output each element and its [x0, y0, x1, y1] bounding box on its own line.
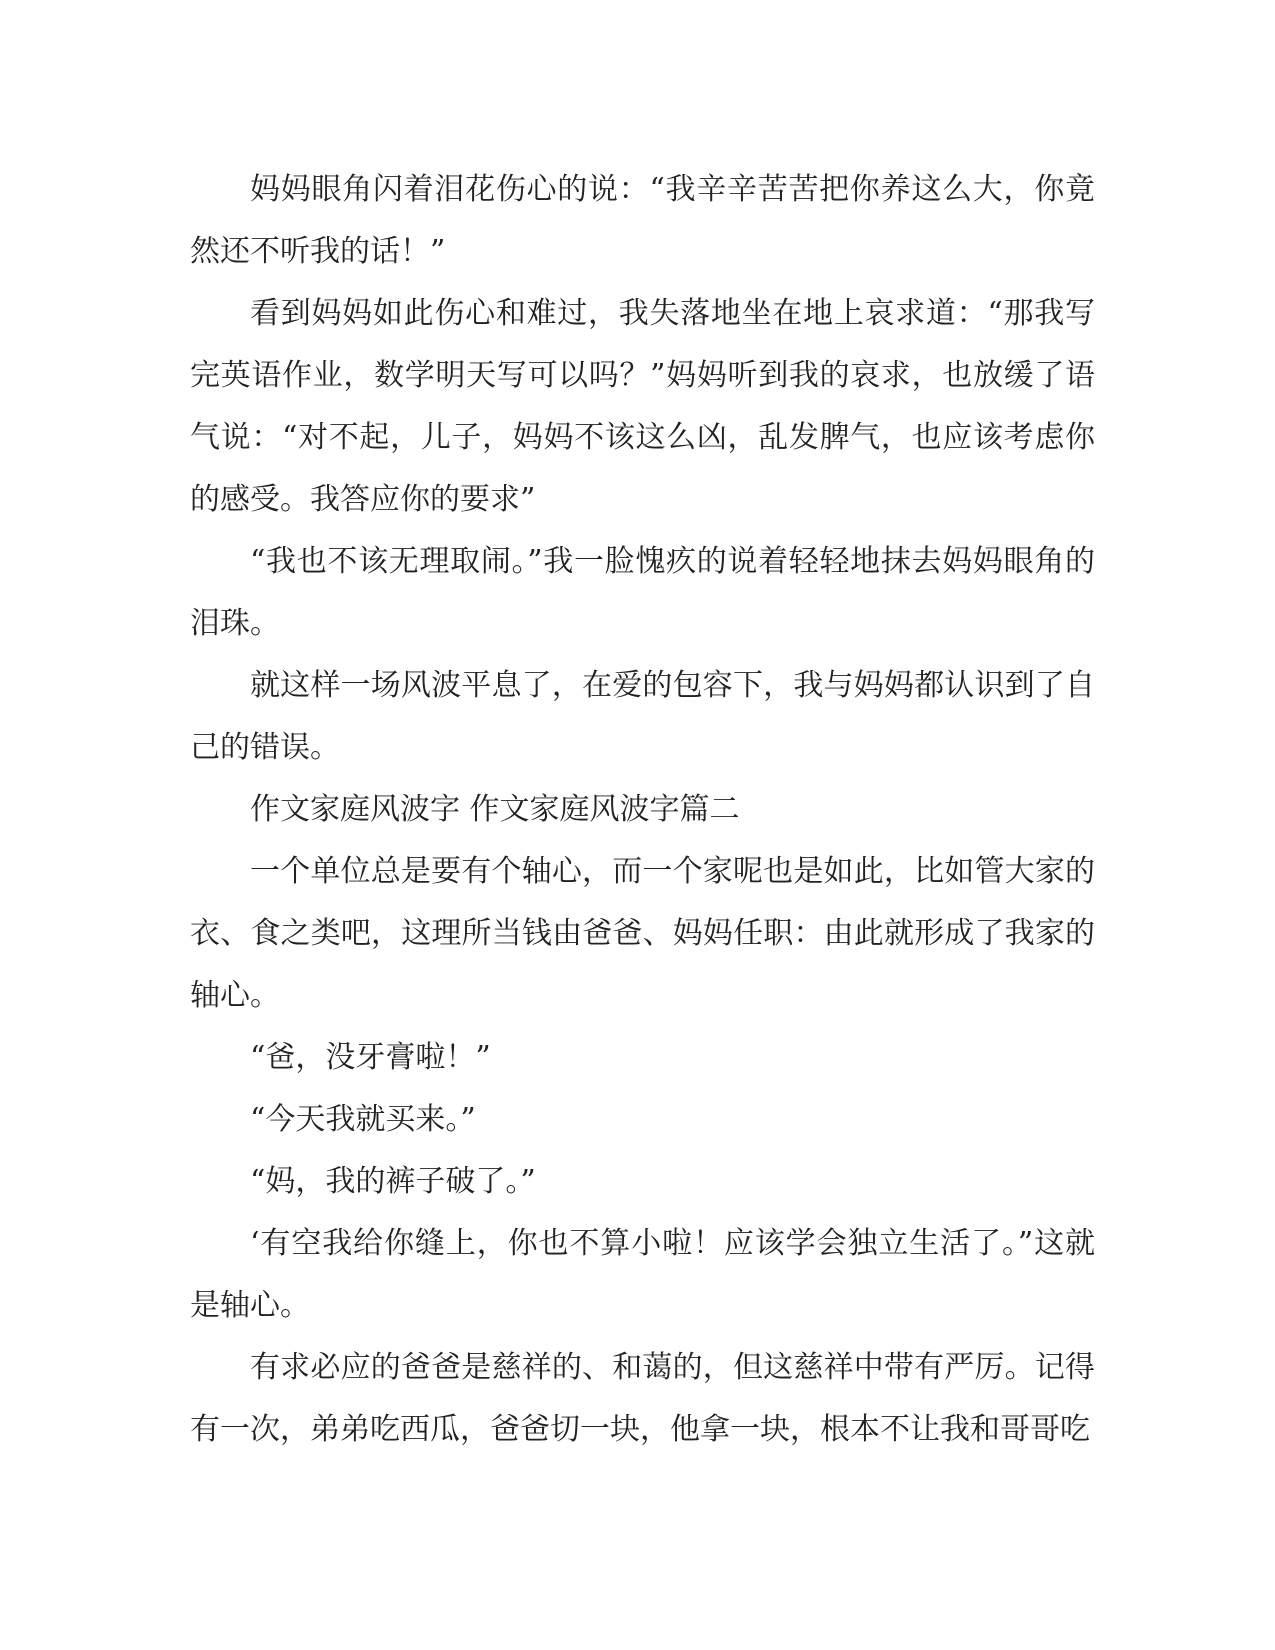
essay-paragraph: “我也不该无理取闹。”我一脸愧疚的说着轻轻地抹去妈妈眼角的泪珠。: [190, 544, 1095, 641]
essay-paragraph: 一个单位总是要有个轴心，而一个家呢也是如此，比如管大家的衣、食之类吧，这理所当钱由爸爸、妈妈任职：由此就形成了我家的轴心。: [190, 854, 1095, 1013]
essay-paragraph: ‘有空我给你缝上，你也不算小啦！应该学会独立生活了。”这就是轴心。: [190, 1226, 1095, 1323]
essay-paragraph: 就这样一场风波平息了，在爱的包容下，我与妈妈都认识到了自己的错误。: [190, 668, 1095, 765]
essay-paragraph: 看到妈妈如此伤心和难过，我失落地坐在地上哀求道：“那我写完英语作业，数学明天写可以吗？”妈妈听到我的哀求，也放缓了语气说：“对不起，儿子，妈妈不该这么凶，乱发脾气，也应该考虑你的感受。我答应你的要求”: [190, 296, 1095, 517]
essay-body: [190, 159, 1095, 1461]
essay-paragraph: “妈，我的裤子破了。”: [250, 1164, 536, 1199]
essay-paragraph: “今天我就买来。”: [250, 1102, 476, 1137]
essay-paragraph: 作文家庭风波字 作文家庭风波字篇二: [250, 792, 740, 827]
essay-paragraph: 妈妈眼角闪着泪花伤心的说：“我辛辛苦苦把你养这么大，你竟然还不听我的话！”: [190, 172, 1095, 269]
essay-paragraph: 有求必应的爸爸是慈祥的、和蔼的，但这慈祥中带有严厉。记得有一次，弟弟吃西瓜，爸爸切一块，他拿一块，根本不让我和哥哥吃: [190, 1350, 1095, 1447]
essay-paragraph: “爸，没牙膏啦！”: [250, 1040, 491, 1075]
